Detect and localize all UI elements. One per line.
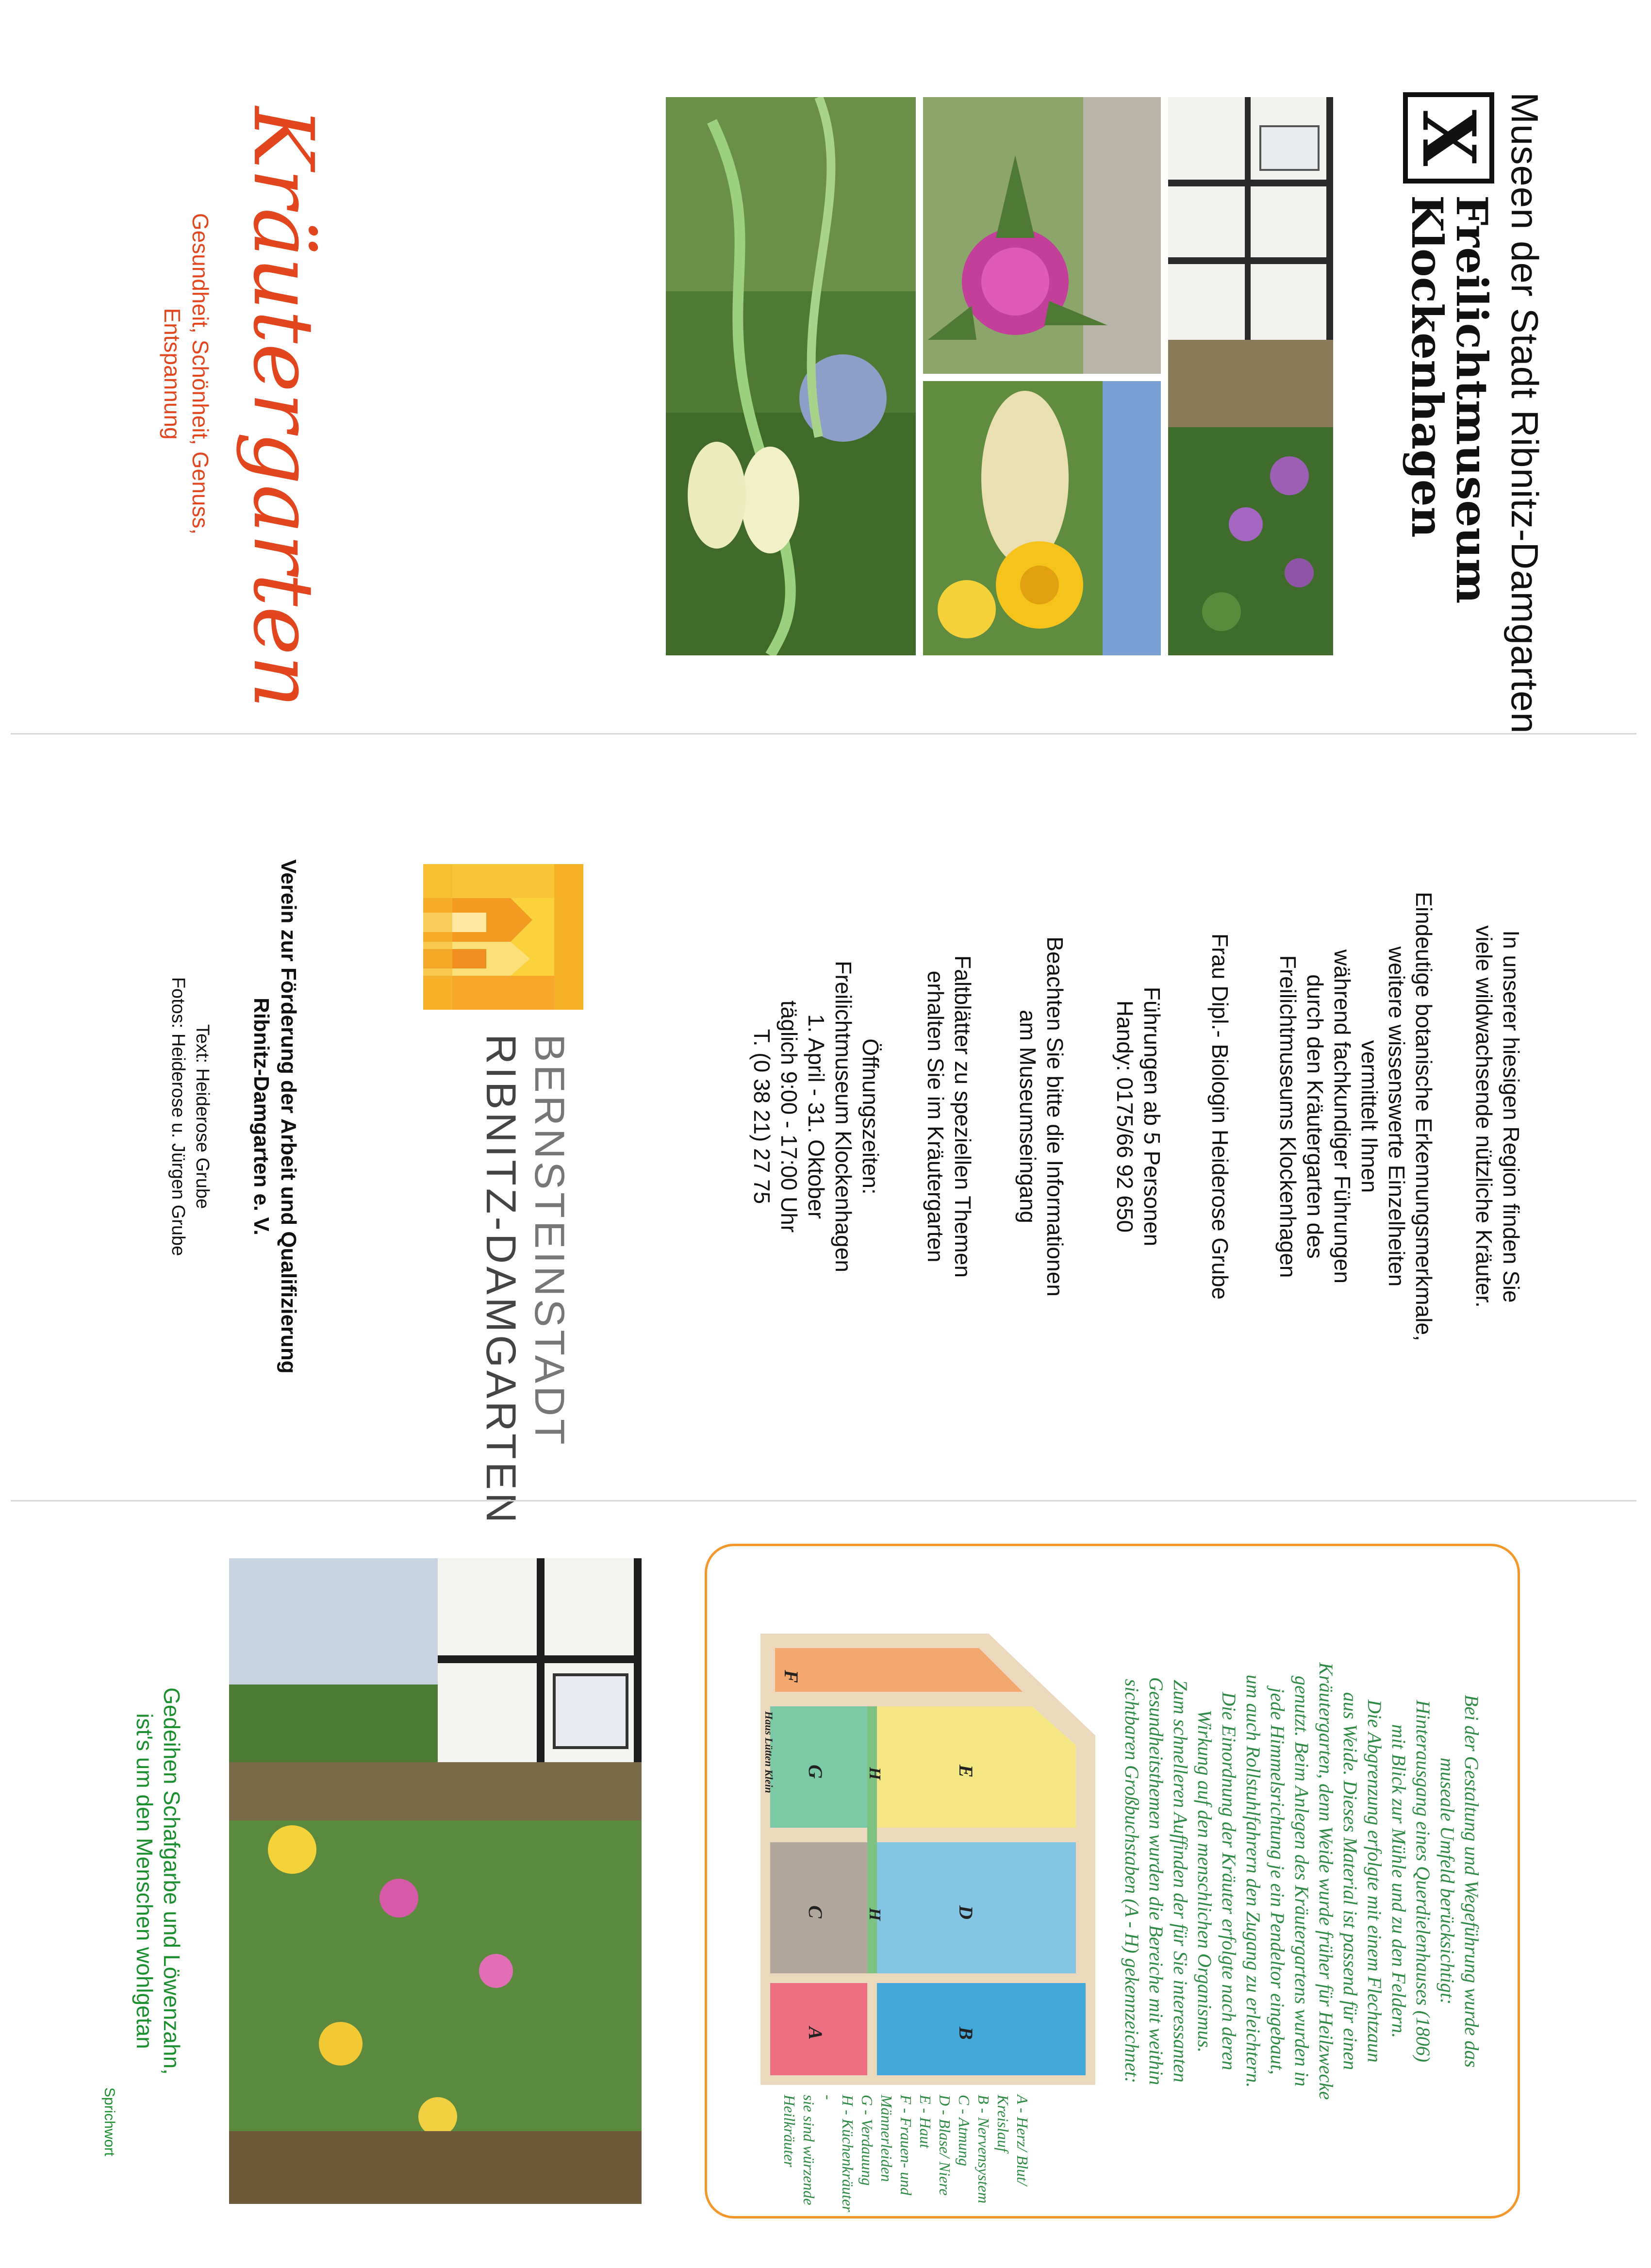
brochure-subtitle (158, 107, 215, 641)
legend-item: sie sind würzende (800, 2095, 818, 2205)
guide-line: Frau Dipl.- Biologin Heiderose Grube (1207, 933, 1233, 1300)
proverb-line1: Gedeihen Schafgarbe und Löwenzahn, (159, 1687, 184, 2075)
legend-item: H - Küchenkräuter - (820, 2095, 857, 2212)
note-line1: Beachten Sie bitte die Informationen (1042, 936, 1068, 1297)
plan-label-f: F (780, 1670, 802, 1683)
brochure-title: Kräutergarten (235, 107, 331, 709)
garden-panel (0, 1500, 1651, 2268)
note-line2: am Museumseingang (1015, 1010, 1040, 1223)
tour-line6: Freilichtmuseums Klockenhagen (1275, 955, 1301, 1278)
museum-name-line2: Klockenhagen (1402, 195, 1453, 538)
info-panel (0, 733, 1651, 1526)
proverb (131, 1549, 185, 2214)
opening-hours (748, 801, 884, 1432)
sponsor-line1: Verein zur Förderung der Arbeit und Qualifizierung (277, 859, 300, 1374)
legend-item: A - Herz/ Blut/ Kreislauf (994, 2095, 1031, 2185)
intro-line2: viele wildwachsende nützliche Kräuter. (1471, 925, 1497, 1308)
museum-logo (1403, 92, 1494, 183)
desc-line: sichtbaren Großbuchstaben (A - H) gekennzeichnet: (1121, 1679, 1143, 2084)
plan-label-e: E (955, 1765, 977, 1778)
guide-name (1206, 801, 1234, 1432)
cover-panel (0, 0, 1651, 733)
plan-label-g: G (805, 1765, 826, 1779)
plan-label-h: H (866, 1908, 884, 1921)
city-emblem (423, 864, 583, 1010)
desc-line: aus Weide. Dieses Material ist passend für einen (1339, 1692, 1361, 2070)
intro-text (1470, 801, 1525, 1432)
city-wordmark (477, 1034, 574, 1526)
desc-line: jede Himmelsrichtung je ein Pendeltor eingebaut, (1267, 1687, 1288, 2075)
plan-label-c: C (805, 1905, 826, 1918)
plan-label-d: D (955, 1905, 977, 1919)
city-line1: BERNSTEINSTADT (526, 1034, 573, 1448)
logo-letter: X (1406, 109, 1491, 167)
plan-bed-f (775, 1648, 1023, 1692)
credit-photos: Fotos: Heiderose u. Jürgen Grube (168, 977, 188, 1256)
city-line2: RIBNITZ-DAMGARTEN (478, 1034, 524, 1526)
legend-item: C - Atmung (956, 2095, 973, 2166)
legend-item: D - Blase/ Niere (936, 2095, 954, 2196)
leaflet-note (922, 801, 976, 1432)
legend-item: G - Verdauung (859, 2095, 876, 2186)
tour-line5: durch den Kräutergarten des (1303, 974, 1328, 1259)
desc-line: Gesundheitsthemen wurden die Bereiche mit weithin (1145, 1677, 1167, 2085)
legend-item: B - Nervensystem (975, 2095, 992, 2203)
intro-line1: In unserer hiesigen Region finden Sie (1499, 930, 1524, 1303)
plan-house-label: Haus Lütten Klein (763, 1711, 775, 1793)
credits (166, 801, 215, 1432)
leaflets-line2: erhalten Sie im Kräutergarten (923, 970, 948, 1263)
legend-item: F - Frauen- und (897, 2095, 915, 2196)
photo-thistle (923, 97, 1161, 374)
sponsor-line2: Ribnitz-Damgarten e. V. (249, 998, 273, 1235)
photo-garlic-scapes (666, 97, 916, 655)
hours-title: Öffnungszeiten: (858, 1038, 883, 1195)
leaflets-line1: Faltblätter zu speziellen Themen (950, 955, 975, 1278)
plan-label-a: A (805, 2027, 826, 2040)
desc-line: Kräutergarten, denn Weide wurde früher für Heilzwecke (1315, 1662, 1337, 2100)
hours-line4: T. (0 38 21) 27 75 (749, 1029, 775, 1204)
desc-line: Wirkung auf den menschlichen Organismus. (1194, 1709, 1216, 2053)
desc-line: um auch Rollstuhlfahrern den Zugang zu erleichtern. (1242, 1674, 1264, 2088)
tour-line4: während fachkundiger Führungen (1330, 950, 1355, 1284)
tour-contact (1111, 801, 1166, 1432)
desc-line: mit Blick zur Mühle und zu den Feldern. (1388, 1724, 1410, 2038)
photo-half-timbered-house (1168, 97, 1333, 655)
desc-line: Zum schnelleren Auffinden der für Sie interessanten (1170, 1680, 1191, 2083)
proverb-line2: ist's um den Menschen wohlgetan (132, 1713, 157, 2049)
photo-yellow-flower (923, 381, 1161, 655)
hours-line1: Freilichtmuseum Klockenhagen (831, 961, 856, 1272)
legend-item: Heilkräuter (781, 2095, 798, 2168)
tours-line2: Handy: 0175/66 92 650 (1112, 1000, 1138, 1233)
desc-line: Die Einordnung der Kräuter erfolgte nach deren (1218, 1692, 1240, 2070)
legend-item: E - Haut (917, 2095, 934, 2149)
plan-legend (780, 2095, 1032, 2216)
plan-label-b: B (955, 2027, 977, 2040)
subtitle-line2: Entspannung (160, 308, 185, 440)
desc-line: museale Umfeld berücksichtigt: (1436, 1757, 1458, 2005)
proverb-source: Sprichwort (101, 2087, 117, 2156)
tour-line1: Eindeutige botanische Erkennungsmerkmale, (1411, 892, 1436, 1341)
garden-description (1120, 1566, 1484, 2197)
tour-line3: vermittelt Ihnen (1357, 1040, 1382, 1193)
museum-line: Museen der Stadt Ribnitz-Damgarten (1503, 92, 1546, 734)
museum-name-line1: Freilichtmuseum (1447, 195, 1497, 604)
garden-plan-map (760, 1634, 1095, 2085)
credit-text: Text: Heiderose Grube (192, 1024, 213, 1209)
plan-label-h: H (866, 1767, 884, 1780)
hours-line3: täglich 9:00 - 17:00 Uhr (776, 1000, 802, 1233)
photo-herb-garden (229, 1558, 642, 2204)
desc-line: Die Abgrenzung erfolgte mit einem Flechtzaun (1364, 1700, 1386, 2063)
legend-item: Männerleiden (878, 2095, 895, 2182)
tours-line1: Führungen ab 5 Personen (1139, 986, 1165, 1247)
sponsor (248, 801, 302, 1432)
hours-line2: 1. April - 31. Oktober (804, 1014, 829, 1219)
desc-line: Bei der Gestaltung und Wegeführung wurde das (1461, 1694, 1483, 2068)
city-logo (389, 801, 593, 1526)
tour-description (1274, 801, 1437, 1432)
museum-name (1402, 195, 1497, 604)
desc-line: genutzt. Beim Anlegen des Kräutergartens wurden in (1291, 1675, 1313, 2087)
garden-plan-box (705, 1544, 1520, 2218)
subtitle-line1: Gesundheit, Schönheit, Genuss, (188, 213, 213, 535)
tour-line2: weitere wissenswerte Einzelheiten (1384, 946, 1409, 1287)
desc-line: Hinterausgang eines Querdielenhauses (1806) (1412, 1700, 1434, 2063)
plan-bed-b (877, 1983, 1086, 2075)
museum-brand (1401, 92, 1547, 734)
entrance-note (1014, 801, 1069, 1432)
